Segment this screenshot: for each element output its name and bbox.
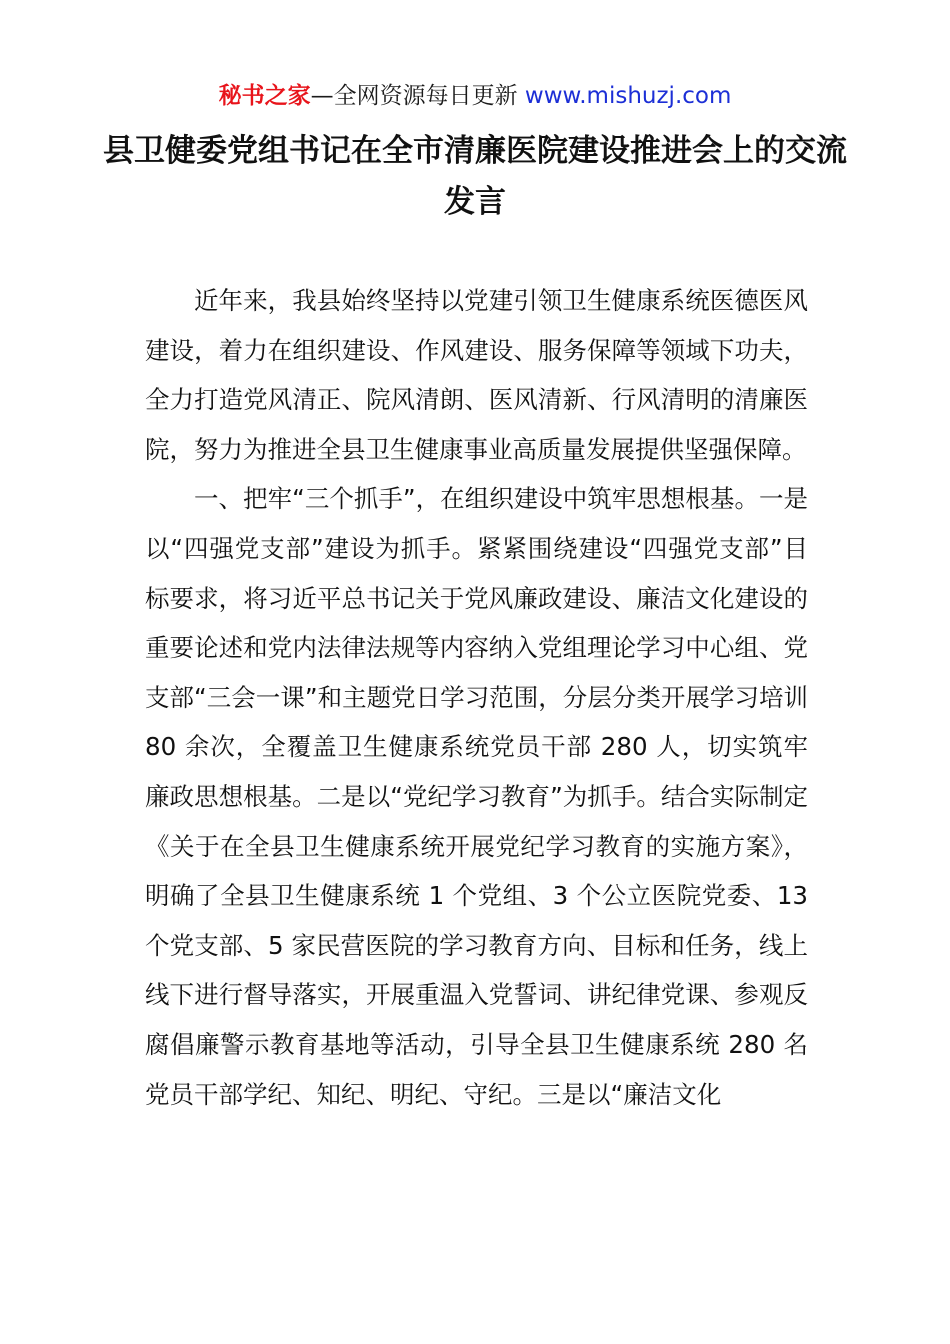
site-header xyxy=(0,80,950,112)
document-body xyxy=(145,276,808,1119)
site-slogan: —全网资源每日更新 xyxy=(310,83,518,109)
site-name: 秘书之家 xyxy=(218,83,311,109)
paragraph-section-one: 一、把牢“三个抓手”，在组织建设中筑牢思想根基。一是以“四强党支部”建设为抓手。紧紧围绕建设“四强党支部”目标要求，将习近平总书记关于党风廉政建设、廉洁文化建设的重要论述和党内法律法规等内容纳入党组理论学习中心组、党支部“三会一课”和主题党日学习范围，分层分类开展学习培训 80 余次，全覆盖卫生健康系统党员干部 280 人，切实筑牢廉政思想根基。二是以“党纪学习教育”为抓手。结合实际制定《关于在全县卫生健康系统开展党纪学习教育的实施方案》，明确了全县卫生健康系统 1 个党组、3 个公立医院党委、13 个党支部、5 家民营医院的学习教育方向、目标和任务，线上线下进行督导落实，开展重温入党誓词、讲纪律党课、参观反腐倡廉警示教育基地等活动，引导全县卫生健康系统 280 名党员干部学纪、知纪、明纪、守纪。三是以“廉洁文化 xyxy=(145,484,808,1109)
paragraph-intro: 近年来，我县始终坚持以党建引领卫生健康系统医德医风建设，着力在组织建设、作风建设、服务保障等领域下功夫，全力打造党风清正、院风清朗、医风清新、行风清明的清廉医院，努力为推进全县卫生健康事业高质量发展提供坚强保障。 xyxy=(145,286,808,464)
site-url-link[interactable]: www.mishuzj.com xyxy=(524,83,732,109)
document-title: 县卫健委党组书记在全市清廉医院建设推进会上的交流发言 xyxy=(103,133,847,220)
